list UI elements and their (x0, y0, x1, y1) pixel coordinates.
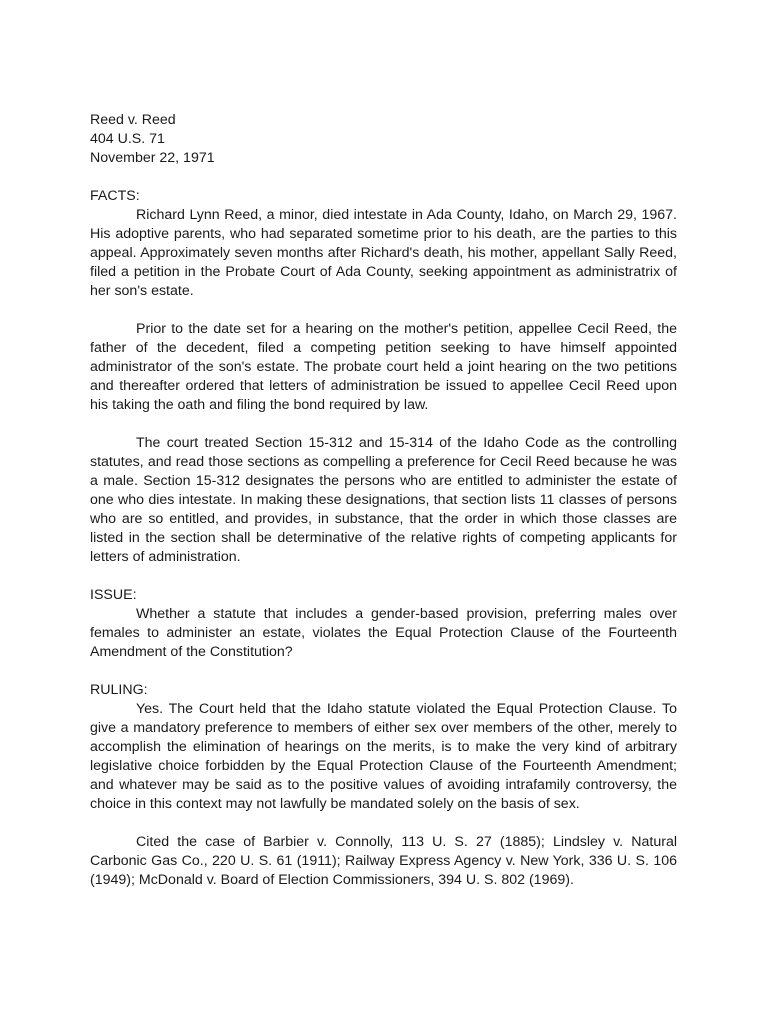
document-page (90, 111, 677, 890)
decision-date: November 22, 1971 (90, 150, 215, 166)
case-citation: 404 U.S. 71 (90, 131, 165, 147)
ruling-paragraph-1: Yes. The Court held that the Idaho statute violated the Equal Protection Clause. To give a mandatory preference to members of either sex over members of the other, merely to accomplish the elimination of hearings on the merits, is to make the very kind of arbitrary legislative choice forbidden by the Equal Protection Clause of the Fourteenth Amendment; and whatever may be said as to the positive values of avoiding intrafamily controversy, the choice in this context may not lawfully be mandated solely on the basis of sex. (90, 701, 677, 812)
case-name: Reed v. Reed (90, 112, 176, 128)
ruling-paragraph-2: Cited the case of Barbier v. Connolly, 113 U. S. 27 (1885); Lindsley v. Natural Carbonic Gas Co., 220 U. S. 61 (1911); Railway Express Agency v. New York, 336 U. S. 106 (1949); McDonald v. Board of Election Commissioners, 394 U. S. 802 (1969). (90, 834, 677, 888)
facts-paragraph-2: Prior to the date set for a hearing on the mother's petition, appellee Cecil Reed, the father of the decedent, filed a competing petition seeking to have himself appointed administrator of the son's estate. The probate court held a joint hearing on the two petitions and thereafter ordered that letters of administration be issued to appellee Cecil Reed upon his taking the oath and filing the bond required by law. (90, 321, 677, 413)
facts-paragraph-3: The court treated Section 15-312 and 15-314 of the Idaho Code as the controlling statutes, and read those sections as compelling a preference for Cecil Reed because he was a male. Section 15-312 designates the persons who are entitled to administer the estate of one who dies intestate. In making these designations, that section lists 11 classes of persons who are so entitled, and provides, in substance, that the order in which those classes are listed in the section shall be determinative of the relative rights of competing applicants for letters of administration. (90, 435, 677, 565)
issue-heading: ISSUE: (90, 587, 137, 603)
facts-heading: FACTS: (90, 188, 140, 204)
ruling-heading: RULING: (90, 682, 148, 698)
issue-paragraph: Whether a statute that includes a gender-based provision, preferring males over females to administer an estate, violates the Equal Protection Clause of the Fourteenth Amendment of the Constitution? (90, 606, 677, 660)
facts-paragraph-1: Richard Lynn Reed, a minor, died intestate in Ada County, Idaho, on March 29, 1967. His adoptive parents, who had separated sometime prior to his death, are the parties to this appeal. Approximately seven months after Richard's death, his mother, appellant Sally Reed, filed a petition in the Probate Court of Ada County, seeking appointment as administratrix of her son's estate. (90, 207, 677, 299)
